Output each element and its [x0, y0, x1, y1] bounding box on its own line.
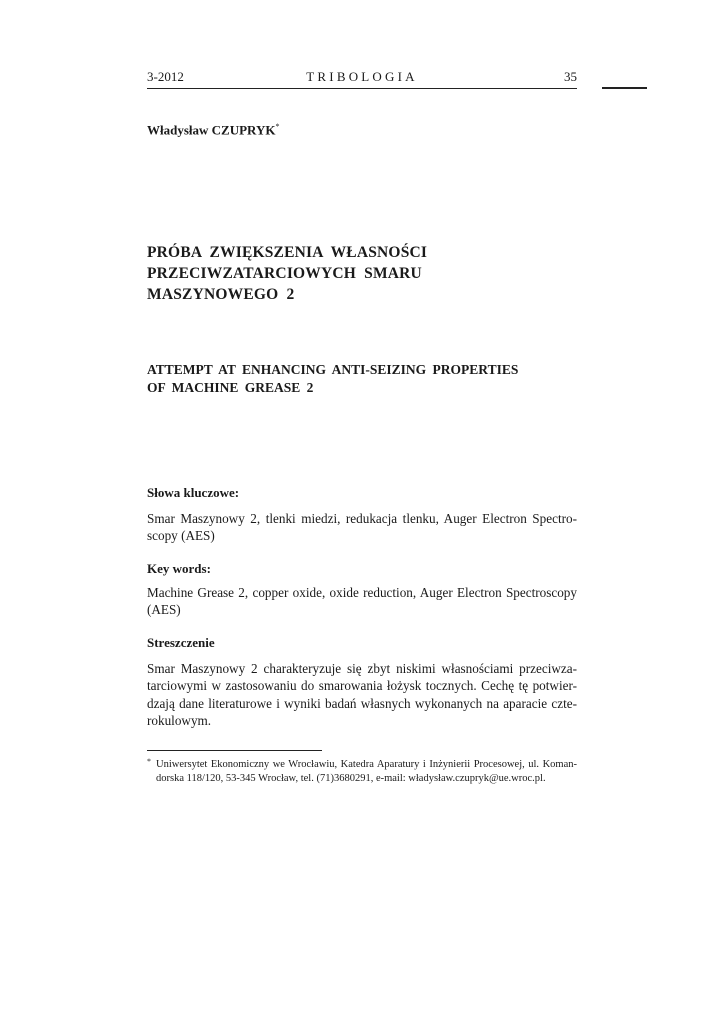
running-head [147, 67, 577, 89]
keywords-polish-heading: Słowa kluczowe: [147, 485, 240, 500]
author-line [147, 122, 279, 138]
footnote [147, 758, 577, 786]
footnote-line: dorska 118/120, 53-345 Wrocław, tel. (71)3680291, e-mail: władysław.czupryk@ue.wroc.pl. [156, 773, 546, 784]
title-english-line: OF MACHINE GREASE 2 [147, 380, 314, 395]
keywords-polish-line: Smar Maszynowy 2, tlenki miedzi, redukacja tlenku, Auger Electron Spectro- [147, 511, 577, 526]
keywords-english-line: (AES) [147, 602, 181, 618]
page-number: 35 [564, 69, 577, 84]
header-rule [147, 88, 577, 89]
keywords-polish-text [147, 510, 577, 545]
title-english [147, 361, 577, 397]
abstract-line: tarciowymi w zastosowaniu do smarowania łożysk tocznych. Cechę tę potwier- [147, 678, 577, 694]
title-polish-line: PRZECIWZATARCIOWYCH SMARU [147, 265, 422, 282]
title-polish [147, 242, 577, 305]
title-english-line: ATTEMPT AT ENHANCING ANTI-SEIZING PROPERTIES [147, 362, 519, 377]
abstract-line: rokulowym. [147, 712, 212, 728]
header-rule-accent [602, 87, 647, 89]
abstract-heading: Streszczenie [147, 635, 215, 650]
title-polish-line: MASZYNOWEGO 2 [147, 286, 295, 303]
abstract-line: dzają dane literaturowe i wyniki badań własnych wykonanych na aparacie czte- [147, 695, 577, 711]
keywords-english-text [147, 584, 577, 619]
author-footnote-mark: * [275, 122, 280, 131]
keywords-english-heading: Key words: [147, 561, 211, 576]
footnote-line: Uniwersytet Ekonomiczny we Wrocławiu, Katedra Aparatury i Inżynierii Procesowej, ul. Koman- [156, 759, 577, 770]
abstract-text [147, 660, 577, 729]
keywords-english-line: Machine Grease 2, copper oxide, oxide reduction, Auger Electron Spectroscopy [147, 585, 577, 600]
issue-number: 3-2012 [147, 69, 184, 84]
journal-name: TRIBOLOGIA [306, 69, 418, 84]
title-polish-line: PRÓBA ZWIĘKSZENIA WŁASNOŚCI [147, 244, 428, 261]
abstract-line: Smar Maszynowy 2 charakteryzuje się zbyt niskimi własnościami przeciwza- [147, 661, 577, 676]
footnote-mark: * [147, 757, 151, 766]
keywords-polish-line: scopy (AES) [147, 528, 215, 544]
author-name: Władysław CZUPRYK [147, 122, 276, 138]
footnote-rule [147, 750, 322, 751]
